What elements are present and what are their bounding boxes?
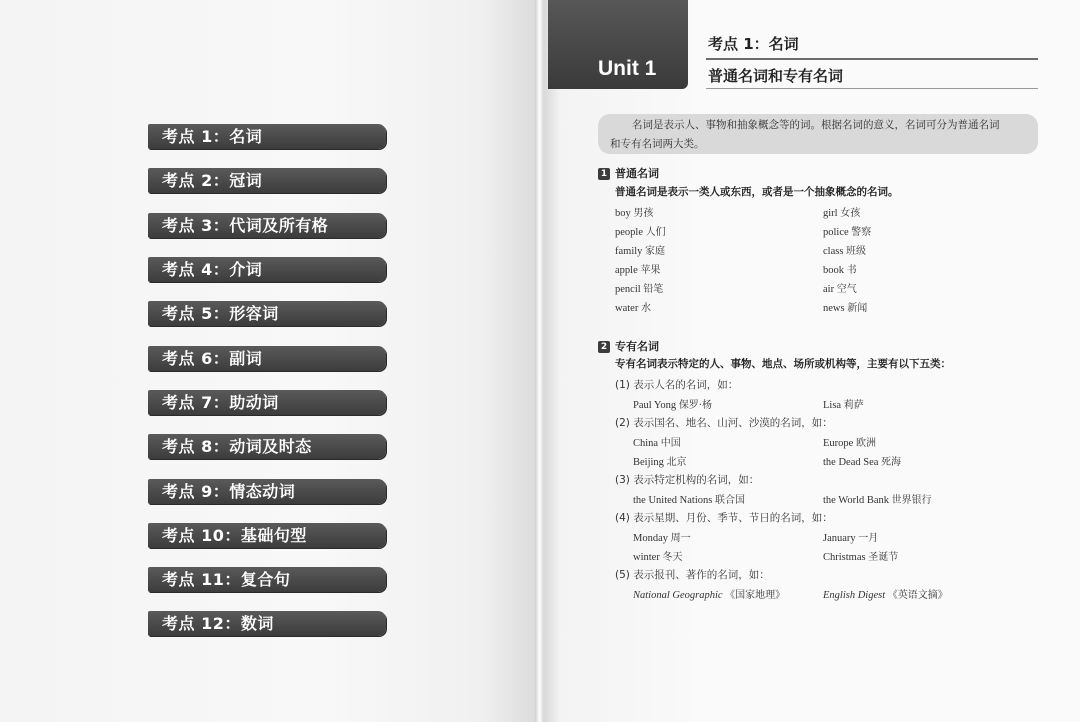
word-chinese: 班级	[846, 246, 867, 257]
topic-item: 考点 5：形容词	[148, 301, 386, 326]
topic-item: 考点 12：数词	[148, 611, 386, 636]
category-label: (4) 表示星期、月份、季节、节日的名词，如：	[615, 512, 833, 524]
word-english: boy	[615, 208, 631, 219]
word-entry	[823, 548, 898, 563]
topic-item: 考点 10：基础句型	[148, 523, 386, 548]
word-entry	[823, 223, 871, 238]
word-chinese: 女孩	[840, 208, 861, 219]
word-chinese: 死海	[881, 457, 902, 468]
section-number: 1	[598, 168, 610, 180]
word-chinese: 欧洲	[855, 438, 876, 449]
word-english: the World Bank	[823, 495, 890, 506]
word-chinese: 书	[846, 265, 857, 276]
word-chinese: 圣诞节	[868, 552, 899, 563]
section-title: 专有名词	[615, 340, 659, 353]
header-divider	[706, 88, 1038, 89]
page-title: 普通名词和专有名词	[708, 67, 844, 85]
word-chinese: 中国	[660, 438, 681, 449]
topic-item: 考点 8：动词及时态	[148, 434, 386, 459]
word-entry	[615, 299, 651, 314]
word-entry	[823, 280, 857, 295]
word-entry	[823, 491, 932, 506]
word-english: pencil	[615, 284, 641, 295]
word-english: book	[823, 265, 844, 276]
word-entry	[615, 204, 653, 219]
word-entry	[823, 396, 864, 411]
topic-item: 考点 3：代词及所有格	[148, 213, 386, 238]
word-chinese: 一月	[858, 533, 879, 544]
word-english: the Dead Sea	[823, 457, 879, 468]
word-entry	[633, 396, 712, 411]
word-entry	[823, 242, 866, 257]
word-chinese: 《英语文摘》	[887, 590, 948, 601]
word-chinese: 警察	[851, 227, 872, 238]
topic-item: 考点 4：介词	[148, 257, 386, 282]
word-entry	[633, 491, 745, 506]
unit-label: Unit 1	[598, 57, 657, 80]
word-english: National Geographic	[633, 590, 723, 601]
book-gutter	[535, 0, 544, 722]
word-english: Christmas	[823, 552, 866, 563]
word-english: family	[615, 246, 643, 257]
intro-line: 名词是表示人、事物和抽象概念等的词。根据名词的意义，名词可分为普通名词	[632, 119, 1000, 131]
word-entry	[823, 261, 857, 276]
category-label: (1) 表示人名的名词，如：	[615, 379, 739, 391]
word-english: police	[823, 227, 849, 238]
word-entry	[633, 453, 687, 468]
word-chinese: 《国家地理》	[725, 590, 786, 601]
topic-item: 考点 2：冠词	[148, 168, 386, 193]
topic-heading: 考点 1：名词	[708, 35, 799, 53]
word-entry	[823, 453, 901, 468]
word-chinese: 家庭	[645, 246, 666, 257]
unit-tab	[548, 0, 688, 89]
word-chinese: 铅笔	[643, 284, 664, 295]
word-entry	[633, 434, 681, 449]
section-title: 普通名词	[615, 167, 659, 180]
intro-box	[598, 114, 1038, 154]
section-number: 2	[598, 341, 610, 353]
word-chinese: 北京	[666, 457, 687, 468]
word-entry	[615, 261, 660, 276]
word-english: English Digest	[823, 590, 886, 601]
word-chinese: 人们	[645, 227, 666, 238]
topic-item: 考点 11：复合句	[148, 567, 386, 592]
word-chinese: 新闻	[847, 303, 868, 314]
word-english: people	[615, 227, 643, 238]
word-english: Lisa	[823, 400, 842, 411]
word-english: girl	[823, 208, 838, 219]
word-english: Monday	[633, 533, 668, 544]
word-entry	[633, 529, 691, 544]
intro-line: 和专有名词两大类。	[610, 138, 705, 150]
word-entry	[633, 586, 785, 601]
word-english: Europe	[823, 438, 854, 449]
section-heading	[598, 165, 659, 181]
word-entry	[823, 434, 876, 449]
word-english: apple	[615, 265, 638, 276]
word-chinese: 联合国	[714, 495, 745, 506]
word-english: the United Nations	[633, 495, 713, 506]
topic-item: 考点 9：情态动词	[148, 479, 386, 504]
category-label: (2) 表示国名、地名、山河、沙漠的名词，如：	[615, 417, 833, 429]
word-chinese: 冬天	[662, 552, 683, 563]
word-entry	[823, 204, 860, 219]
word-chinese: 水	[640, 303, 651, 314]
section-heading	[598, 338, 659, 354]
word-chinese: 空气	[836, 284, 857, 295]
word-chinese: 苹果	[640, 265, 661, 276]
word-chinese: 世界银行	[891, 495, 932, 506]
word-entry	[823, 299, 867, 314]
word-chinese: 保罗·杨	[678, 400, 712, 411]
word-english: Beijing	[633, 457, 664, 468]
word-entry	[615, 280, 663, 295]
category-label: (3) 表示特定机构的名词，如：	[615, 474, 760, 486]
word-chinese: 男孩	[633, 208, 654, 219]
header-divider	[706, 58, 1038, 60]
word-english: January	[823, 533, 856, 544]
section-description: 普通名词是表示一类人或东西，或者是一个抽象概念的名词。	[615, 186, 899, 198]
topic-item: 考点 6：副词	[148, 346, 386, 371]
word-entry	[823, 529, 878, 544]
topic-item: 考点 7：助动词	[148, 390, 386, 415]
word-english: winter	[633, 552, 660, 563]
word-entry	[615, 242, 665, 257]
word-english: class	[823, 246, 844, 257]
word-english: water	[615, 303, 639, 314]
word-entry	[823, 586, 948, 601]
word-english: air	[823, 284, 835, 295]
word-english: news	[823, 303, 845, 314]
word-entry	[615, 223, 666, 238]
word-english: China	[633, 438, 659, 449]
word-chinese: 莉萨	[843, 400, 864, 411]
section-description: 专有名词表示特定的人、事物、地点、场所或机构等，主要有以下五类：	[615, 358, 951, 370]
category-label: (5) 表示报刊、著作的名词，如：	[615, 569, 770, 581]
word-chinese: 周一	[670, 533, 691, 544]
word-entry	[633, 548, 682, 563]
topic-item: 考点 1：名词	[148, 124, 386, 149]
word-english: Paul Yong	[633, 400, 677, 411]
